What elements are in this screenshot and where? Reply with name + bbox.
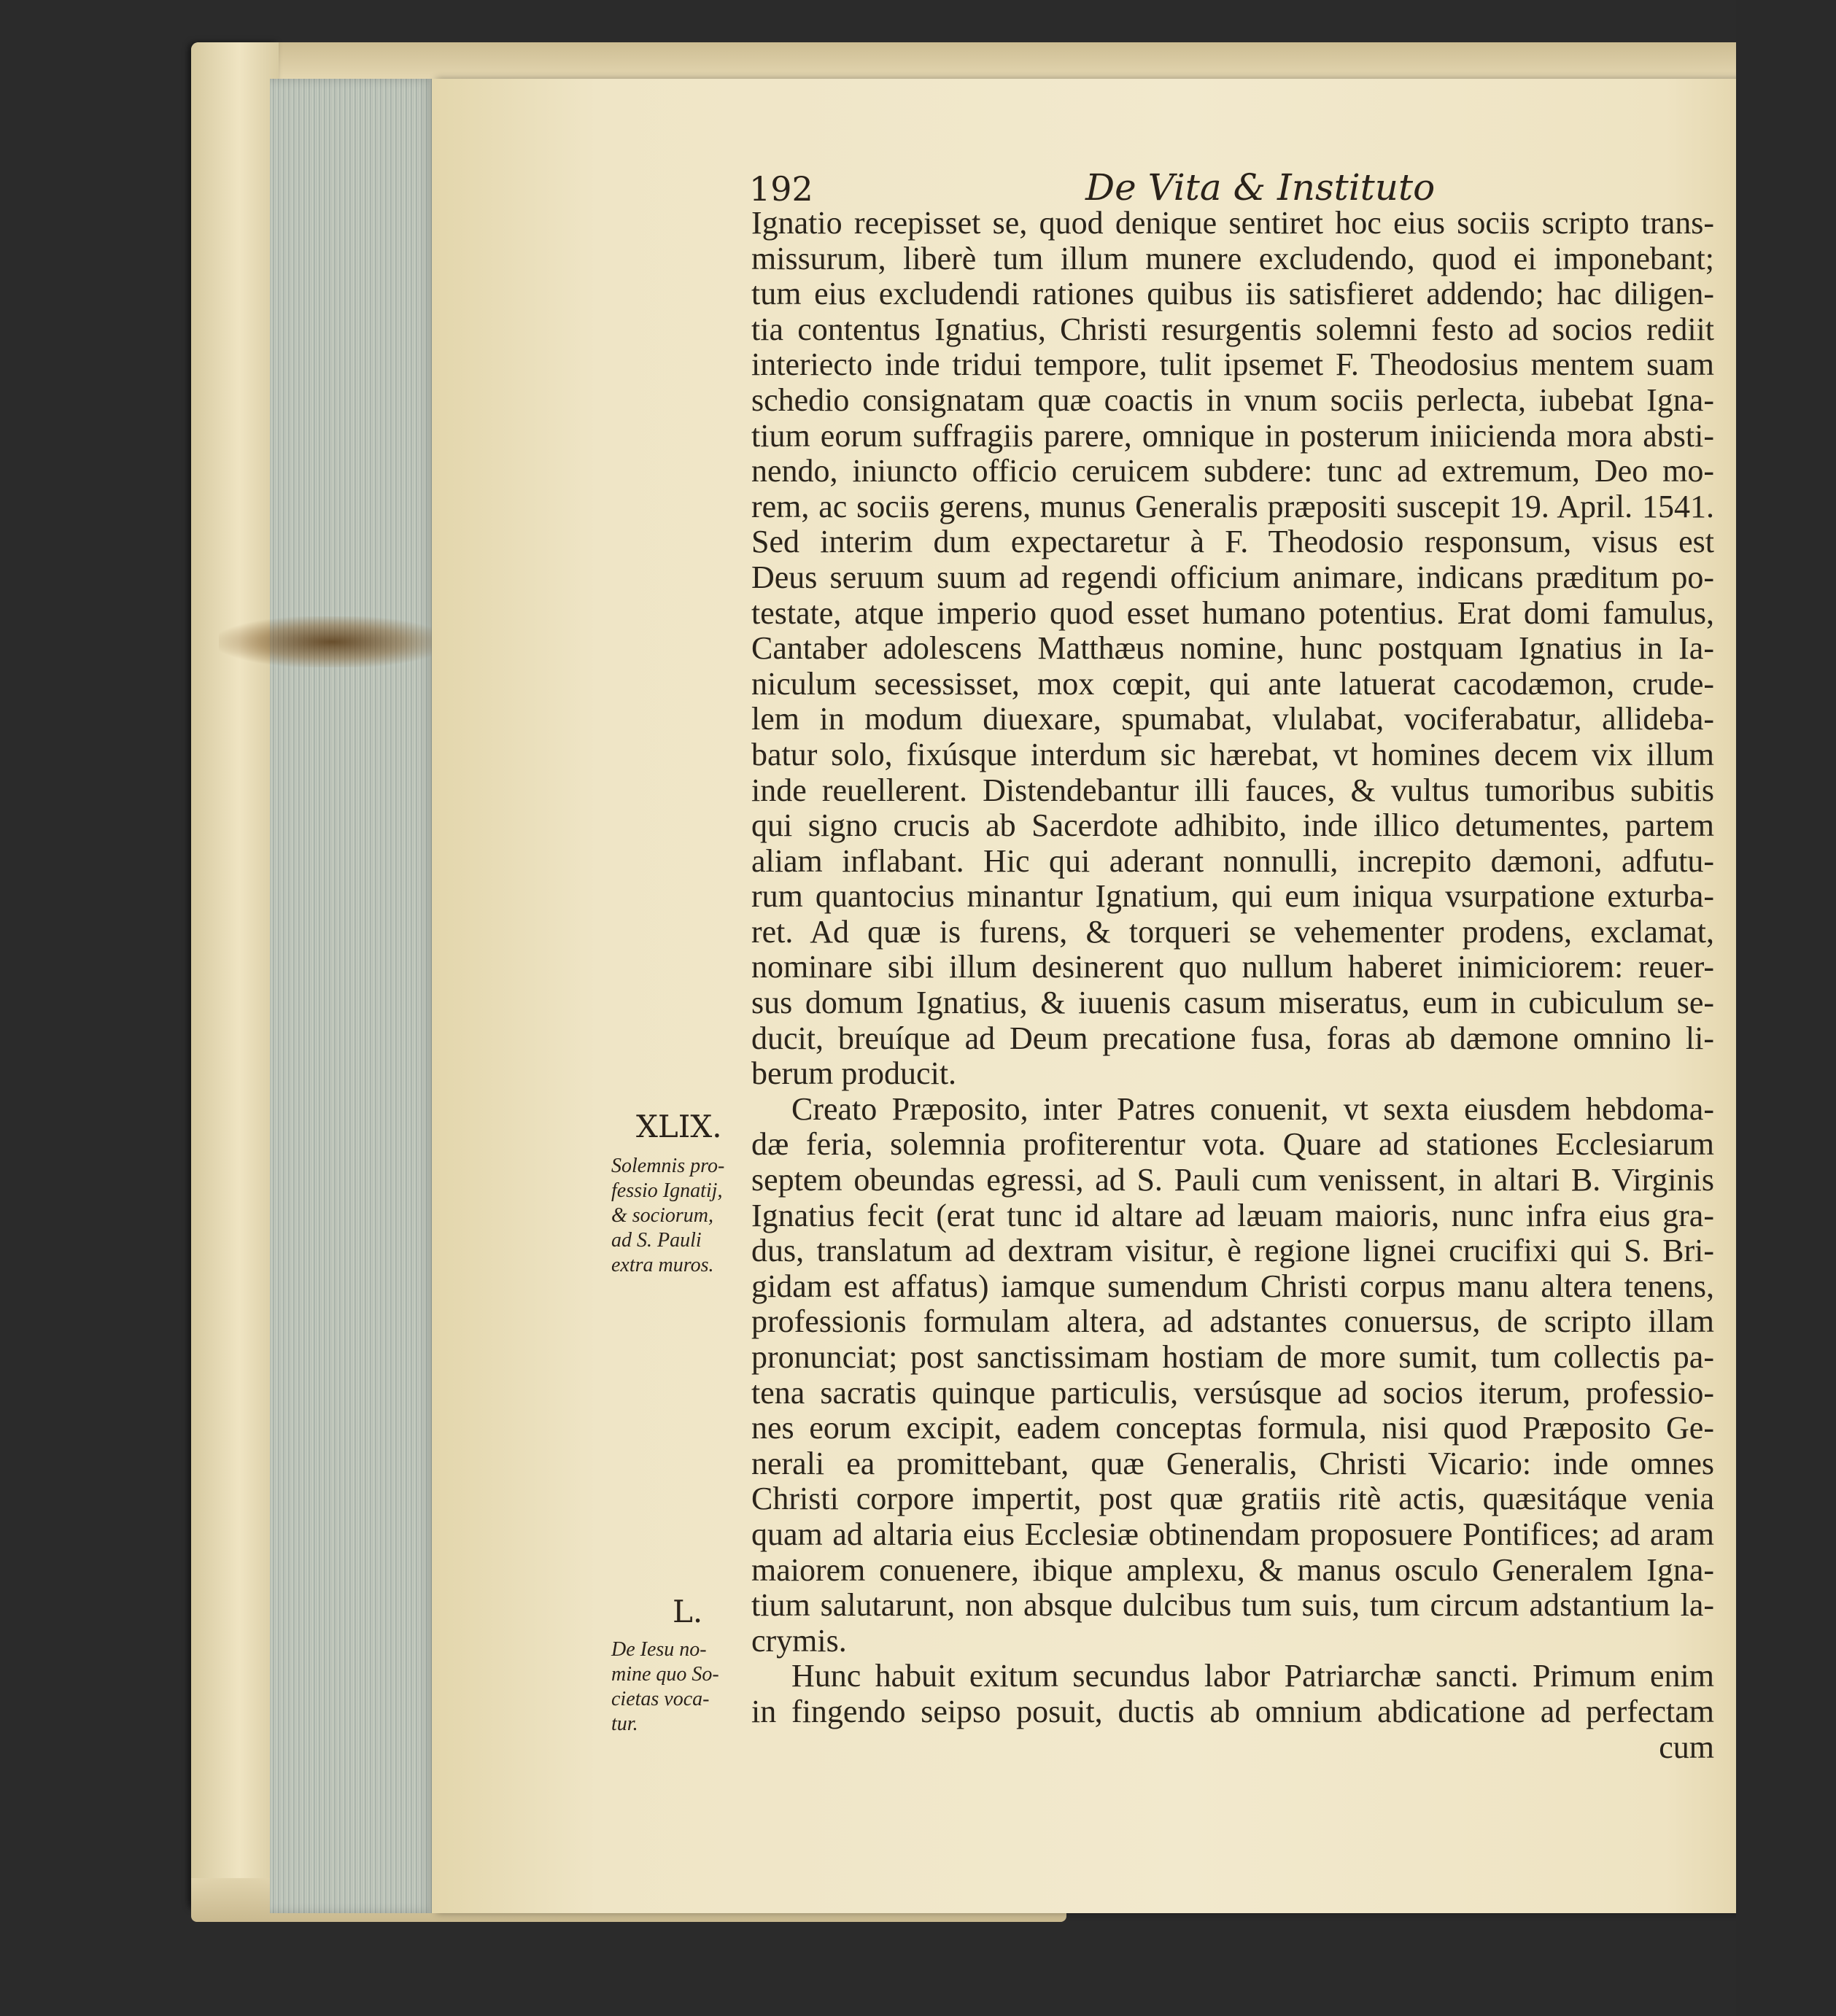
text-line: schedio consignatam quæ coactis in vnum sociis perlecta, iubebat Igna- [751, 381, 1714, 418]
section-number-49: XLIX. [636, 1109, 722, 1144]
text-line: Ignatius fecit (erat tunc id altare ad læuam maioris, nunc infra eius gra- [751, 1197, 1714, 1233]
text-line: Cantaber adolescens Matthæus nomine, hunc postquam Ignatius in Ia- [751, 630, 1714, 667]
text-line: inde reuellerent. Distendebantur illi fauces, & vultus tumoribus subitis [751, 772, 1714, 808]
text-line: crymis. [751, 1622, 847, 1659]
text-line: tia contentus Ignatius, Christi resurgentis solemni festo ad socios rediit [751, 311, 1714, 347]
text-line: quam ad altaria eius Ecclesiæ obtinendam proposuere Pontifices; ad aram [751, 1516, 1714, 1552]
margin-note-line: mine quo So- [611, 1663, 719, 1686]
section-number-50: L. [673, 1594, 703, 1629]
text-line: qui signo crucis ab Sacerdote adhibito, inde illico detumentes, partem [751, 807, 1714, 844]
text-line: pronunciat; post sanctissimam hostiam de more sumit, tum collectis pa- [751, 1339, 1714, 1375]
text-line: dæ feria, solemnia profiterentur vota. Quare ad stationes Ecclesiarum [751, 1126, 1714, 1163]
text-line: nes eorum excipit, eadem conceptas formula, nisi quod Præposito Ge- [751, 1410, 1714, 1446]
text-line: nendo, iniuncto officio ceruicem subdere: tunc ad extremum, Deo mo- [751, 453, 1714, 489]
body-text [751, 206, 1714, 1765]
margin-note-49 [611, 1154, 757, 1278]
text-line: nerali ea promittebant, quæ Generalis, Christi Vicario: inde omnes [751, 1445, 1714, 1481]
text-line: tium eorum suffragiis parere, omnique in posterum iniicienda mora absti- [751, 417, 1714, 454]
margin-note-50 [611, 1637, 757, 1737]
margin-note-line: tur. [611, 1713, 638, 1735]
text-line: niculum secessisset, mox cœpit, qui ante latuerat cacodæmon, crude- [751, 665, 1714, 702]
text-line: missurum, liberè tum illum munere excludendo, quod ei imponebant; [751, 240, 1714, 276]
text-line: cum [1659, 1729, 1714, 1765]
text-line: in fingendo seipso posuit, ductis ab omnium abdicatione ad perfectam [751, 1693, 1714, 1729]
margin-note-line: De Iesu no- [611, 1638, 707, 1661]
margin-note-line: extra muros. [611, 1254, 714, 1276]
text-line: lem in modum diuexare, spumabat, vlulabat, vociferabatur, allideba- [751, 701, 1714, 737]
text-line: professionis formulam altera, ad adstantes conuersus, de scripto illam [751, 1303, 1714, 1340]
text-line: Creato Præposito, inter Patres conuenit, vt sexta eiusdem hebdoma- [791, 1090, 1714, 1127]
page-edges [270, 79, 436, 1913]
text-line: Hunc habuit exitum secundus labor Patriarchæ sancti. Primum enim [791, 1658, 1714, 1694]
text-line: rum quantocius minantur Ignatium, qui eum iniqua vsurpatione exturba- [751, 878, 1714, 915]
text-line: batur solo, fixúsque interdum sic hærebat, vt homines decem vix illum [751, 736, 1714, 772]
text-line: berum producit. [751, 1055, 957, 1092]
text-line: tium salutarunt, non absque dulcibus tum suis, tum circum adstantium la- [751, 1587, 1714, 1624]
text-line: rem, ac sociis gerens, munus Generalis præpositi suscepit 19. April. 1541. [751, 488, 1714, 524]
text-line: maiorem conuenere, ibique amplexu, & manus osculo Generalem Igna- [751, 1551, 1714, 1588]
text-line: septem obeundas egressi, ad S. Pauli cum venissent, in altari B. Virginis [751, 1162, 1714, 1198]
text-line: interiecto inde tridui tempore, tulit ipsemet F. Theodosius mentem suam [751, 346, 1714, 383]
margin-note-line: cietas voca- [611, 1688, 710, 1710]
dark-background-edge [1736, 0, 1836, 2016]
text-line: aliam inflabant. Hic qui aderant nonnulli, increpito dæmoni, adfutu- [751, 842, 1714, 879]
margin-note-line: fessio Ignatij, [611, 1179, 723, 1202]
text-line: Sed interim dum expectaretur à F. Theodosio responsum, visus est [751, 524, 1714, 560]
page-edge-stain [219, 616, 445, 667]
text-line: sus domum Ignatius, & iuuenis casum miseratus, eum in cubiculum se- [751, 985, 1714, 1021]
margin-note-line: & sociorum, [611, 1204, 713, 1227]
text-line: Ignatio recepisset se, quod denique sentiret hoc eius sociis scripto trans- [751, 205, 1714, 241]
text-line: gidam est affatus) iamque sumendum Christi corpus manu altera tenens, [751, 1268, 1714, 1304]
text-line: dus, translatum ad dextram visitur, è regione lignei crucifixi qui S. Bri- [751, 1233, 1714, 1269]
page-number: 192 [749, 169, 813, 209]
text-line: Christi corpore impertit, post quæ gratiis ritè actis, quæsitáque venia [751, 1481, 1714, 1517]
text-line: nominare sibi illum desinerent quo nullum haberet inimiciorem: reuer- [751, 949, 1714, 985]
margin-note-line: Solemnis pro- [611, 1155, 725, 1177]
margin-note-line: ad S. Pauli [611, 1229, 702, 1252]
book-cover-spine [191, 42, 279, 1910]
text-line: tum eius excludendi rationes quibus iis satisfieret addendo; hac diligen- [751, 276, 1714, 312]
text-line: ret. Ad quæ is furens, & torqueri se vehementer prodens, exclamat, [751, 913, 1714, 950]
text-line: Deus seruum suum ad regendi officium animare, indicans præditum po- [751, 559, 1714, 595]
text-line: ducit, breuíque ad Deum precatione fusa, foras ab dæmone omnino li- [751, 1020, 1714, 1056]
text-line: testate, atque imperio quod esset humano potentius. Erat domi famulus, [751, 594, 1714, 631]
running-head: De Vita & Instituto [1085, 166, 1436, 209]
book-cover-top [191, 42, 1829, 83]
text-line: tena sacratis quinque particulis, versúsque ad socios iterum, professio- [751, 1374, 1714, 1411]
